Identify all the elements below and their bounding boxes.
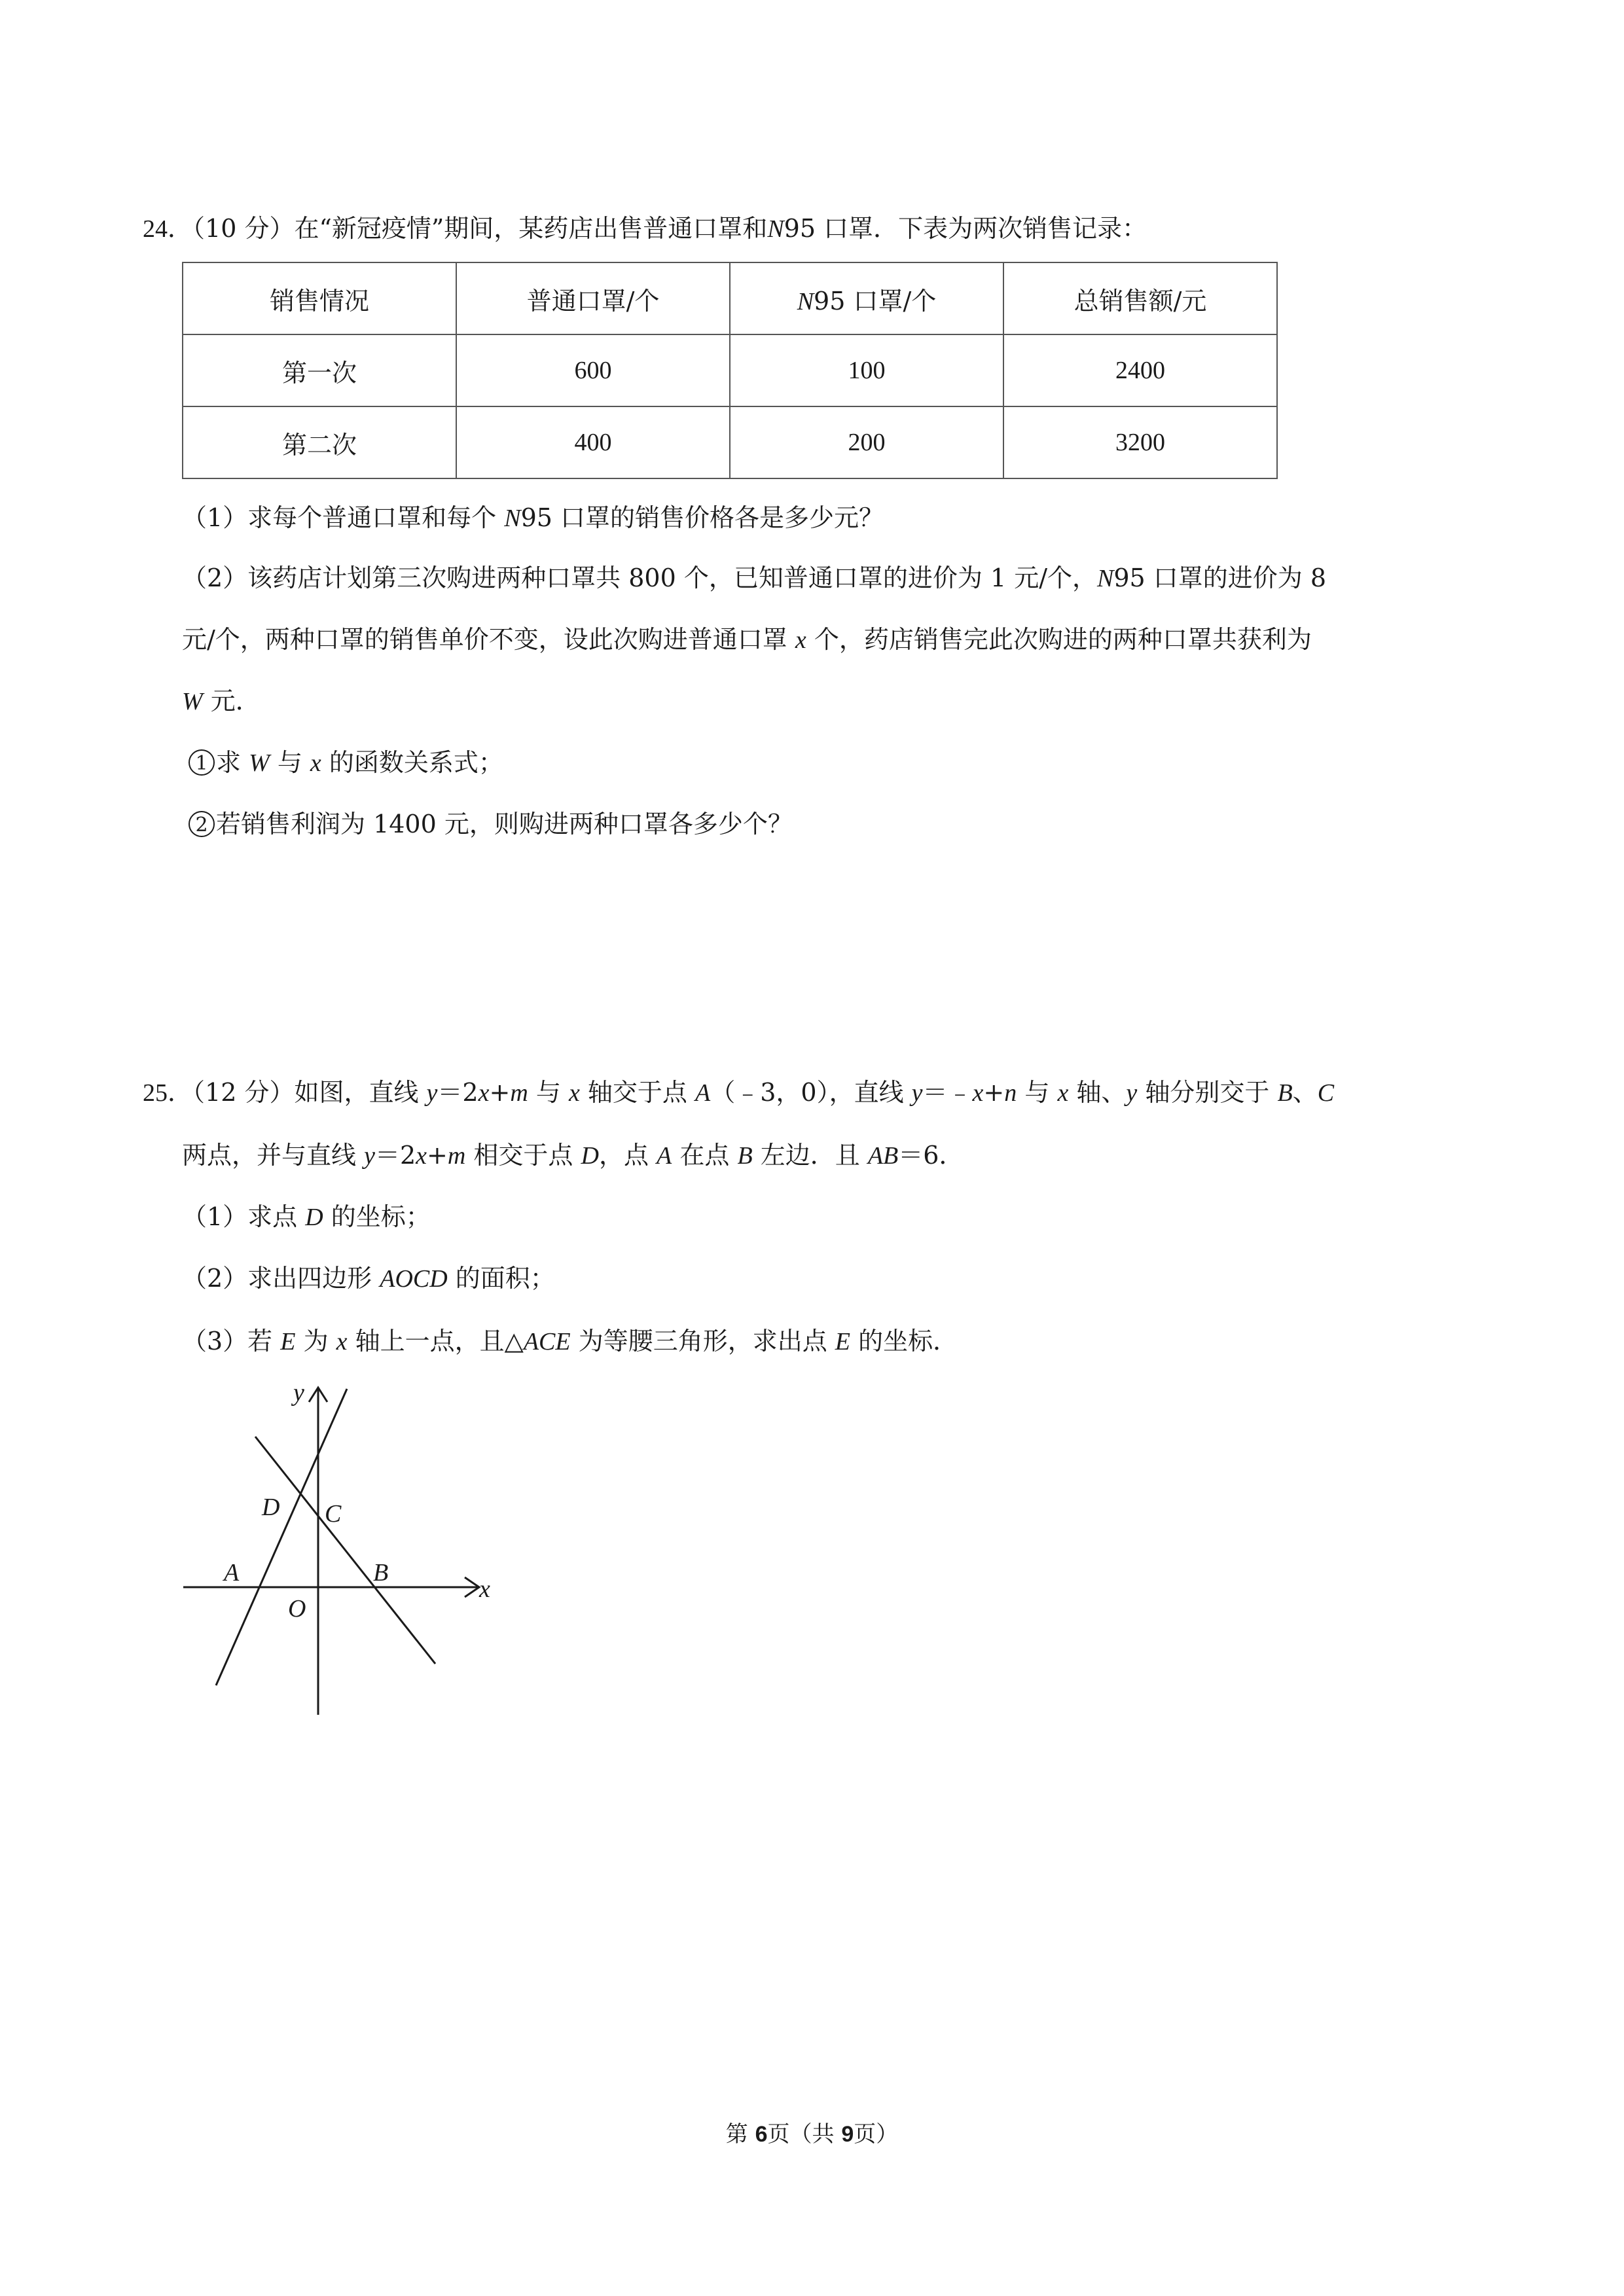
q24-part1: （1）求每个普通口罩和每个 N95 口罩的销售价格各是多少元？ <box>182 503 884 532</box>
q24-part2-line1: （2）该药店计划第三次购进两种口罩共 800 个，已知普通口罩的进价为 1 元/个，N95 口罩的进价为 8 <box>182 564 1327 592</box>
table-cell: 第二次 <box>183 406 456 478</box>
q24-part2-line3: W 元． <box>182 687 261 715</box>
q24-part2-line2: 元/个，两种口罩的销售单价不变，设此次购进普通口罩 x 个，药店销售完此次购进的两种口罩共获利为 <box>182 625 1312 654</box>
table-header-cell: 销售情况 <box>183 262 456 334</box>
coordinate-figure <box>177 1374 517 1728</box>
table-header-cell: 普通口罩/个 <box>456 262 730 334</box>
table-row <box>183 334 1277 406</box>
line-y-2x-m <box>216 1389 347 1685</box>
label-C: C <box>325 1500 342 1528</box>
table-row <box>183 406 1277 478</box>
q25-part2: （2）求出四边形 AOCD 的面积； <box>182 1264 555 1293</box>
label-O: O <box>288 1595 306 1623</box>
q25-line2: 两点，并与直线 y＝2x+m 相交于点 D，点 A 在点 B 左边．且 AB＝6． <box>182 1141 964 1170</box>
label-A: A <box>224 1559 240 1587</box>
label-D: D <box>262 1494 280 1521</box>
table-header-cell: 总销售额/元 <box>1003 262 1277 334</box>
label-x: x <box>479 1575 490 1603</box>
table-cell: 400 <box>456 406 730 478</box>
table-cell: 3200 <box>1003 406 1277 478</box>
label-B: B <box>373 1559 389 1587</box>
q25-line1: 25．（12 分）如图，直线 y＝2x+m 与 x 轴交于点 A（﹣3，0），直线 y＝﹣x+n 与 x 轴、y 轴分别交于 B、C <box>143 1078 1335 1107</box>
q25-part1: （1）求点 D 的坐标； <box>182 1202 431 1231</box>
table-header-cell: N95 口罩/个 <box>730 262 1003 334</box>
table-cell: 第一次 <box>183 334 456 406</box>
sales-table <box>182 262 1278 479</box>
q24-sub1: 1 求 W 与 x 的函数关系式； <box>189 744 503 781</box>
table-cell: 100 <box>730 334 1003 406</box>
circled-number: 1 <box>189 749 215 776</box>
q24-sub2: 2 若销售利润为 1400 元，则购进两种口罩各多少个？ <box>189 806 793 842</box>
table-cell: 600 <box>456 334 730 406</box>
table-cell: 200 <box>730 406 1003 478</box>
table-header-row <box>183 262 1277 334</box>
circled-number: 2 <box>189 811 215 837</box>
table-cell: 2400 <box>1003 334 1277 406</box>
q25-part3: （3）若 E 为 x 轴上一点，且△ACE 为等腰三角形，求出点 E 的坐标． <box>182 1327 958 1355</box>
label-y: y <box>293 1379 304 1407</box>
q24-heading: 24．（10 分）在“新冠疫情”期间，某药店出售普通口罩和N95 口罩．下表为两次销售记录： <box>143 214 1147 243</box>
line-y-neg-x-n <box>255 1437 435 1664</box>
page-footer: 第 6页（共 9页） <box>725 2121 899 2147</box>
